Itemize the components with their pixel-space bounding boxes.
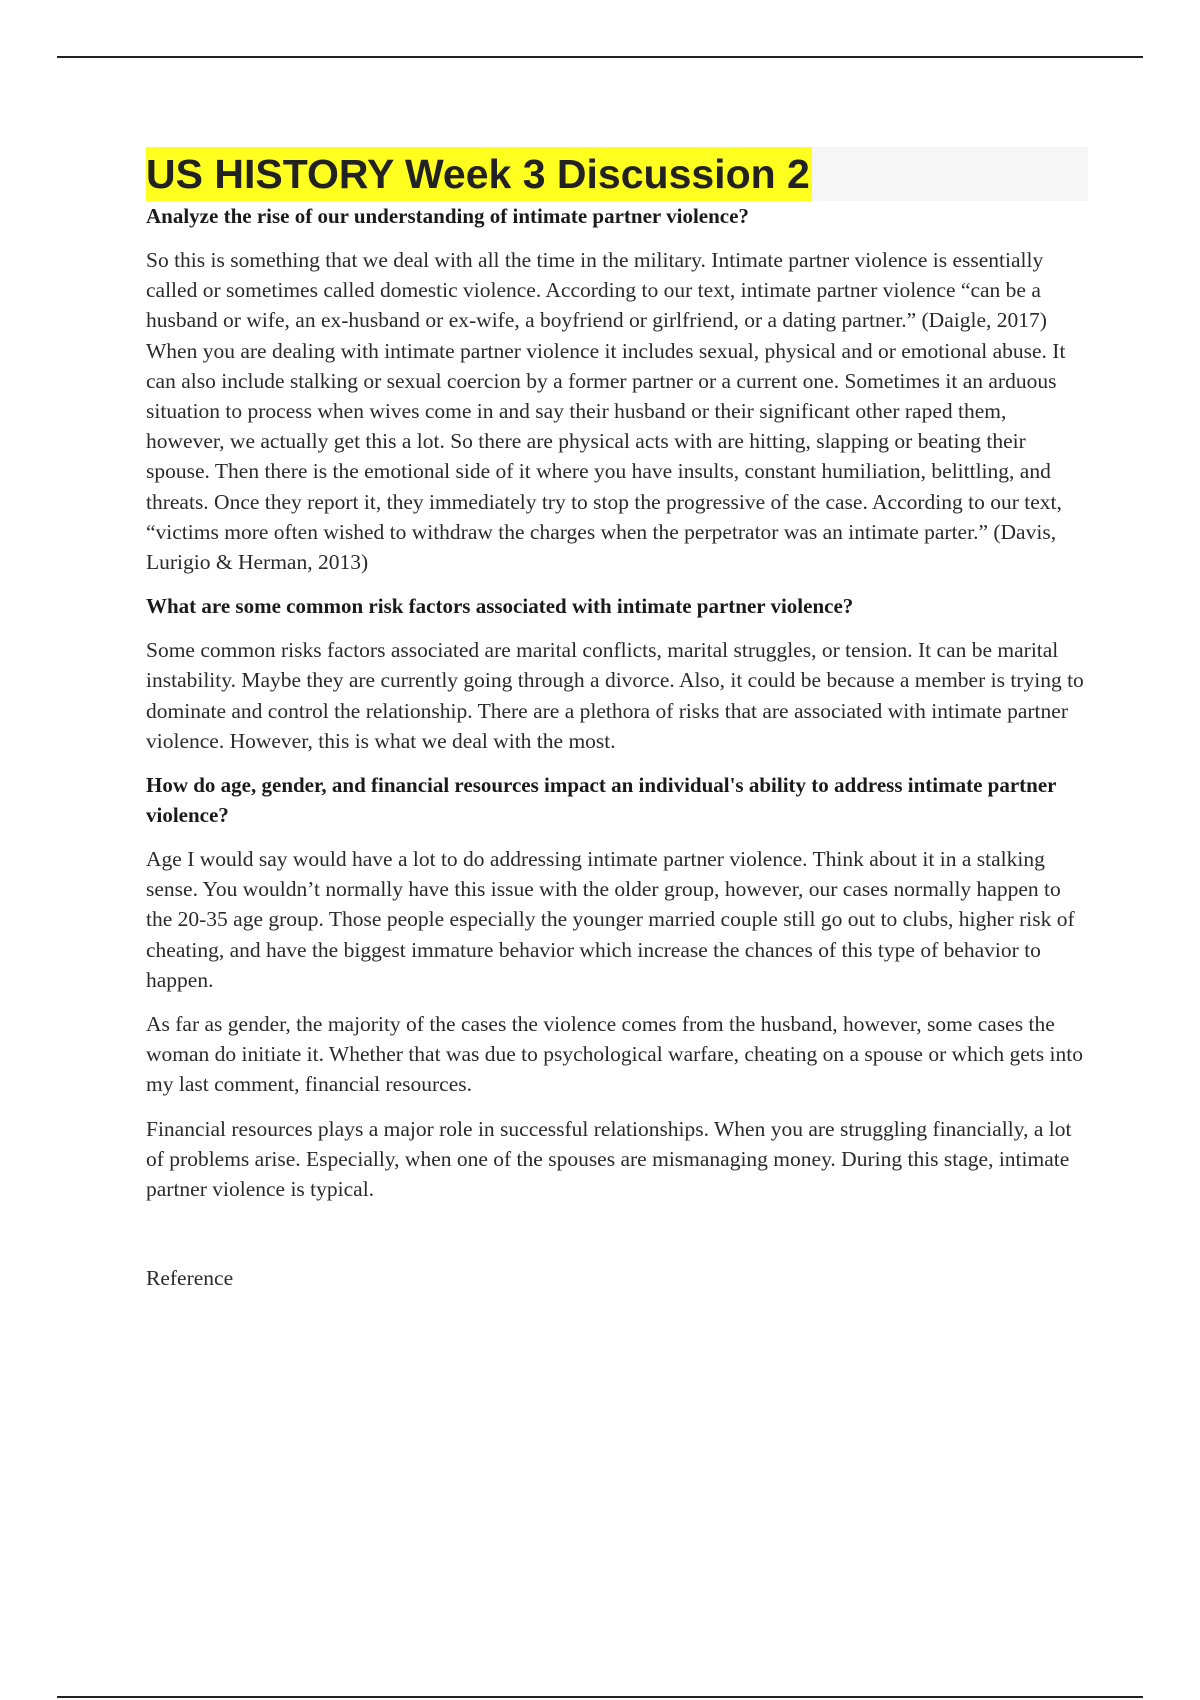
document-body <box>146 147 1090 1293</box>
question-3: How do age, gender, and financial resources impact an individual's ability to address intimate partner violence? <box>146 773 1057 828</box>
answer-3-paragraph-2: As far as gender, the majority of the cases the violence comes from the husband, however, some cases the woman do initiate it. Whether that was due to psychological warfare, cheating on a spouse or which gets into my last comment, financial resources. <box>146 1012 1083 1097</box>
bottom-rule <box>57 1696 1143 1698</box>
top-rule <box>57 56 1143 58</box>
question-1: Analyze the rise of our understanding of intimate partner violence? <box>146 204 749 228</box>
answer-3-paragraph-1: Age I would say would have a lot to do addressing intimate partner violence. Think about it in a stalking sense. You wouldn’t normally have this issue with the older group, however, our cases normally happen to the 20-35 age group. Those people especially the younger married couple still go out to clubs, higher risk of cheating, and have the biggest immature behavior which increase the chances of this type of behavior to happen. <box>146 847 1075 992</box>
title-band <box>146 147 1088 201</box>
answer-2-paragraph-1: Some common risks factors associated are marital conflicts, marital struggles, or tension. It can be marital instability. Maybe they are currently going through a divorce. Also, it could be because a member is trying to dominate and control the relationship. There are a plethora of risks that are associated with intimate partner violence. However, this is what we deal with the most. <box>146 638 1084 753</box>
reference-heading: Reference <box>146 1266 234 1291</box>
question-2: What are some common risk factors associated with intimate partner violence? <box>146 594 854 619</box>
answer-1-paragraph-1: So this is something that we deal with all the time in the military. Intimate partner violence is essentially called or sometimes called domestic violence. According to our text, intimate partner violence “can be a husband or wife, an ex-husband or ex-wife, a boyfriend or girlfriend, or a dating partner.” (Daigle, 2017) When you are dealing with intimate partner violence it includes sexual, physical and or emotional abuse. It can also include stalking or sexual coercion by a former partner or a current one. Sometimes it an arduous situation to process when wives come in and say their husband or their significant other raped them, however, we actually get this a lot. So there are physical acts with are hitting, slapping or beating their spouse. Then there is the emotional side of it where you have insults, constant humiliation, belittling, and threats. Once they report it, they immediately try to stop the progressive of the case. According to our text, “victims more often wished to withdraw the charges when the perpetrator was an intimate parter.” (Davis, Lurigio & Herman, 2013) <box>146 248 1066 575</box>
answer-3-paragraph-3: Financial resources plays a major role in successful relationships. When you are struggling financially, a lot of problems arise. Especially, when one of the spouses are mismanaging money. During this stage, intimate partner violence is typical. <box>146 1116 1072 1202</box>
document-title: US HISTORY Week 3 Discussion 2 <box>146 147 812 201</box>
